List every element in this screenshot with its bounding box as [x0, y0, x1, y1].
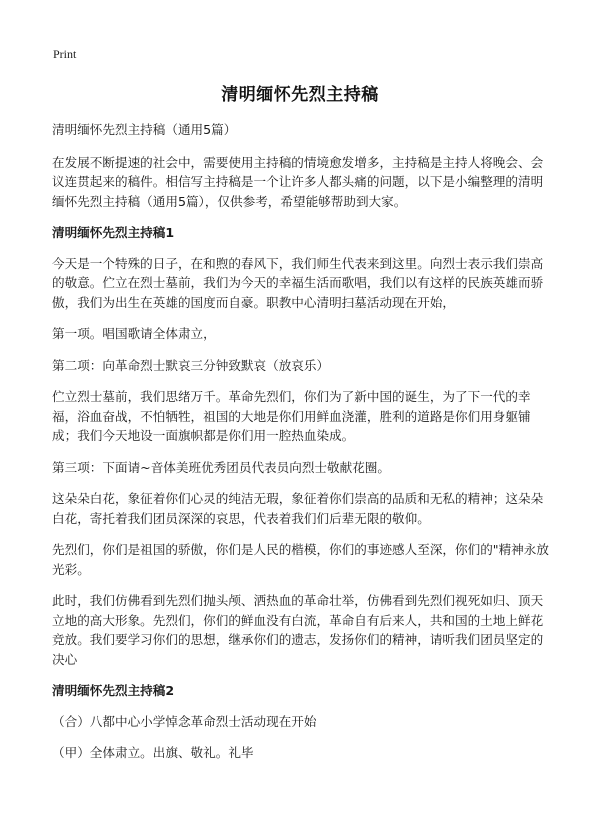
page-title: 清明缅怀先烈主持稿 [221, 85, 379, 105]
paragraph: （甲）全体肃立。出旗、敬礼。礼毕 [52, 745, 254, 760]
paragraph: 伫立烈士墓前，我们思绪万千。革命先烈们，你们为了新中国的诞生，为了下一代的幸福，浴血奋战，不怕牺牲，祖国的大地是你们用鲜血浇灌，胜利的道路是你们用身躯铺成；我们今天地设一面旗帜都是你们用一腔热血染成。 [52, 389, 531, 443]
paragraph: 第三项：下面请~音体美班优秀团员代表员向烈士敬献花圈。 [52, 459, 390, 475]
document-subtitle: 清明缅怀先烈主持稿（通用5篇） [52, 122, 237, 137]
section-heading-1: 清明缅怀先烈主持稿1 [52, 225, 175, 240]
paragraph: 这朵朵白花，象征着你们心灵的纯洁无瑕，象征着你们崇高的品质和无私的精神；这朵朵白花，寄托着我们团员深深的哀思，代表着我们们后辈无限的敬仰。 [52, 491, 544, 526]
document-body [52, 120, 550, 775]
section-heading-2: 清明缅怀先烈主持稿2 [52, 683, 175, 698]
paragraph: （合）八都中心小学悼念革命烈士活动现在开始 [52, 713, 317, 729]
print-label: Print [53, 47, 77, 61]
paragraph: 第一项。唱国歌请全体肃立， [52, 326, 216, 341]
paragraph: 第二项：向革命烈士默哀三分钟致默哀（放哀乐） [52, 357, 330, 373]
intro-paragraph: 在发展不断提速的社会中，需要使用主持稿的情境愈发增多，主持稿是主持人将晚会、会议连贯起来的稿件。相信写主持稿是一个让许多人都头痛的问题，以下是小编整理的清明缅怀先烈主持稿（通用5篇），仅供参考，希望能够帮助到大家。 [52, 154, 544, 209]
paragraph: 此时，我们仿佛看到先烈们抛头颅、洒热血的革命壮举，仿佛看到先烈们视死如归、顶天立地的高大形象。先烈们，你们的鲜血没有白流，革命自有后来人，共和国的土地上鲜花竞放。我们要学习你们的思想，继承你们的遗志，发扬你们的精神，请听我们团员坚定的决心 [52, 593, 544, 667]
paragraph: 先烈们，你们是祖国的骄傲，你们是人民的楷模，你们的事迹感人至深，你们的"精神永放光彩。 [52, 542, 549, 577]
paragraph: 今天是一个特殊的日子，在和煦的春风下，我们师生代表来到这里。向烈士表示我们崇高的敬意。伫立在烈士墓前，我们为今天的幸福生活而歌唱，我们以有这样的民族英雄而骄傲，我们为出生在英雄的国度而自豪。职教中心清明扫墓活动现在开始， [52, 255, 544, 310]
